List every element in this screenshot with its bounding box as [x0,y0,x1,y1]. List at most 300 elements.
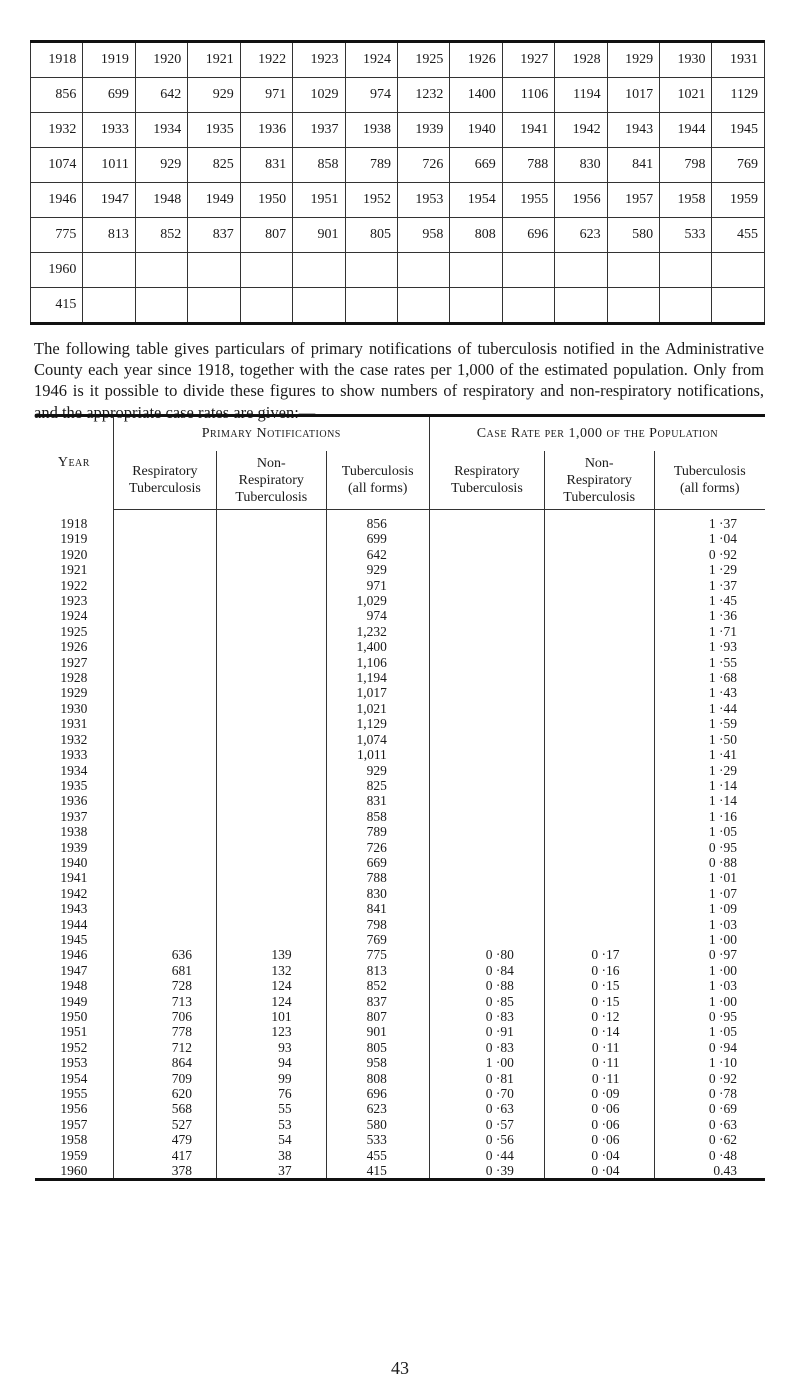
value-cell [429,701,544,716]
table-row [35,840,765,855]
summary-cell: 1922 [240,42,292,78]
summary-cell: 1017 [607,78,659,113]
value-cell: 1,029 [326,593,429,608]
summary-cell: 1932 [31,113,83,148]
summary-cell [607,253,659,288]
value-cell [113,747,216,762]
summary-cell: 769 [712,148,765,183]
summary-cell: 580 [607,218,659,253]
year-cell: 1944 [60,916,88,932]
summary-cell: 1953 [397,183,449,218]
value-cell: 1 ·00 [429,1055,544,1070]
value-cell: 0 ·04 [544,1163,654,1180]
table-row [35,578,765,593]
value-cell [544,824,654,839]
value-cell: 696 [326,1086,429,1101]
summary-cell: 1956 [555,183,607,218]
summary-cell: 808 [450,218,502,253]
value-cell: 38 [216,1148,326,1163]
value-cell [216,917,326,932]
value-cell: 0 ·11 [544,1071,654,1086]
value-cell [113,716,216,731]
value-cell [113,917,216,932]
value-cell [216,578,326,593]
value-cell [113,547,216,562]
value-cell: 1 ·00 [654,963,765,978]
value-cell: 0 ·95 [654,1009,765,1024]
summary-cell [450,253,502,288]
value-cell: 417 [113,1148,216,1163]
year-cell: 1940 [60,854,88,870]
value-cell [544,624,654,639]
summary-cell: 971 [240,78,292,113]
column-header [113,451,216,510]
value-cell [113,732,216,747]
year-cell: 1923 [60,593,88,609]
value-cell: 1 ·59 [654,716,765,731]
value-cell: 0 ·97 [654,947,765,962]
value-cell [429,840,544,855]
column-header-line: Tuberculosis [450,481,523,496]
value-cell: 1,400 [326,639,429,654]
year-cell: 1924 [60,608,88,624]
value-cell [113,793,216,808]
value-cell: 971 [326,578,429,593]
summary-row [31,253,765,288]
year-cell: 1939 [60,839,88,855]
year-cell: 1948 [60,978,88,994]
value-cell [216,670,326,685]
value-cell: 0 ·39 [429,1163,544,1180]
column-header-line: Respiratory [566,472,632,488]
value-cell: 1 ·55 [654,655,765,670]
year-cell: 1922 [60,577,88,593]
summary-cell: 1934 [135,113,187,148]
table-row [35,1071,765,1086]
summary-cell [450,288,502,324]
value-cell [544,886,654,901]
value-cell: 1 ·00 [654,932,765,947]
column-header [429,451,544,510]
summary-cell: 858 [293,148,345,183]
value-cell: 0 ·44 [429,1148,544,1163]
value-cell: 706 [113,1009,216,1024]
summary-cell: 1942 [555,113,607,148]
table-row [35,1148,765,1163]
summary-cell: 1940 [450,113,502,148]
value-cell [544,840,654,855]
value-cell [429,562,544,577]
value-cell: 775 [326,947,429,962]
value-cell [113,685,216,700]
column-header-line: Respiratory [238,472,304,488]
value-cell [113,510,216,532]
value-cell [113,531,216,546]
value-cell [429,824,544,839]
value-cell [544,732,654,747]
column-header-line: (all forms) [347,481,408,496]
value-cell: 864 [113,1055,216,1070]
value-cell [429,732,544,747]
summary-cell: 415 [31,288,83,324]
table-row [35,510,765,532]
value-cell [429,886,544,901]
summary-row [31,288,765,324]
summary-cell: 1400 [450,78,502,113]
value-cell: 0 ·14 [544,1024,654,1039]
table-row [35,809,765,824]
table-row [35,608,765,623]
value-cell: 99 [216,1071,326,1086]
value-cell [544,763,654,778]
summary-cell: 1945 [712,113,765,148]
summary-cell [555,288,607,324]
value-cell: 769 [326,932,429,947]
value-cell: 958 [326,1055,429,1070]
table-row [35,824,765,839]
value-cell: 805 [326,1040,429,1055]
year-cell: 1947 [60,962,88,978]
value-cell: 0 ·70 [429,1086,544,1101]
summary-cell [293,288,345,324]
value-cell [113,840,216,855]
summary-cell: 1923 [293,42,345,78]
value-cell: 0 ·09 [544,1086,654,1101]
value-cell [216,793,326,808]
value-cell: 1 ·14 [654,778,765,793]
summary-cell: 1106 [502,78,554,113]
value-cell: 808 [326,1071,429,1086]
summary-cell: 929 [135,148,187,183]
value-cell: 669 [326,855,429,870]
value-cell [429,793,544,808]
year-header: Year [35,416,113,510]
value-cell: 533 [326,1132,429,1147]
value-cell: 0 ·85 [429,994,544,1009]
value-cell: 101 [216,1009,326,1024]
value-cell: 1 ·37 [654,578,765,593]
value-cell: 378 [113,1163,216,1180]
value-cell: 527 [113,1117,216,1132]
value-cell [429,747,544,762]
value-cell [113,824,216,839]
table-row [35,994,765,1009]
value-cell [429,716,544,731]
table-row [35,716,765,731]
summary-cell: 642 [135,78,187,113]
value-cell: 699 [326,531,429,546]
summary-cell: 1943 [607,113,659,148]
value-cell: 132 [216,963,326,978]
value-cell: 123 [216,1024,326,1039]
value-cell: 837 [326,994,429,1009]
summary-cell: 1950 [240,183,292,218]
year-cell: 1943 [60,901,88,917]
summary-cell: 1935 [188,113,240,148]
summary-cell: 1232 [397,78,449,113]
value-cell: 807 [326,1009,429,1024]
value-cell [216,593,326,608]
value-cell: 139 [216,947,326,962]
summary-cell: 775 [31,218,83,253]
value-cell [544,593,654,608]
value-cell [544,655,654,670]
value-cell [544,747,654,762]
value-cell: 1 ·10 [654,1055,765,1070]
table-row [35,639,765,654]
table-row [35,978,765,993]
value-cell: 798 [326,917,429,932]
summary-cell: 1951 [293,183,345,218]
column-header-line: Non- [584,455,614,471]
year-cell: 1941 [60,870,88,886]
year-cell: 1926 [60,639,88,655]
column-header-line: Respiratory [454,464,520,479]
value-cell: 1,074 [326,732,429,747]
summary-cell: 1933 [83,113,135,148]
summary-cell: 958 [397,218,449,253]
year-cell: 1958 [60,1132,88,1148]
value-cell [113,778,216,793]
value-cell: 831 [326,793,429,808]
value-cell [113,593,216,608]
summary-cell: 1129 [712,78,765,113]
summary-cell: 1957 [607,183,659,218]
value-cell: 858 [326,809,429,824]
value-cell: 1,194 [326,670,429,685]
value-cell: 1 ·14 [654,793,765,808]
summary-cell: 1952 [345,183,397,218]
summary-cell [397,253,449,288]
value-cell: 0 ·48 [654,1148,765,1163]
value-cell [544,510,654,532]
column-header-line: Tuberculosis [341,464,414,479]
value-cell [544,917,654,932]
value-cell [544,639,654,654]
value-cell: 76 [216,1086,326,1101]
value-cell [216,763,326,778]
value-cell: 1 ·16 [654,809,765,824]
summary-cell: 1948 [135,183,187,218]
year-cell: 1930 [60,700,88,716]
summary-cell: 1920 [135,42,187,78]
table-row [35,1086,765,1101]
value-cell: 0 ·57 [429,1117,544,1132]
value-cell [544,855,654,870]
value-cell: 93 [216,1040,326,1055]
value-cell: 568 [113,1101,216,1116]
value-cell [113,901,216,916]
summary-cell: 1936 [240,113,292,148]
year-cell: 1952 [60,1039,88,1055]
value-cell [216,809,326,824]
value-cell [544,608,654,623]
value-cell [216,624,326,639]
value-cell [544,578,654,593]
year-cell: 1919 [60,531,88,547]
value-cell [544,809,654,824]
value-cell [544,562,654,577]
year-cell: 1935 [60,777,88,793]
summary-year-table [30,40,765,325]
table-row [35,624,765,639]
summary-cell: 1918 [31,42,83,78]
value-cell: 1 ·04 [654,531,765,546]
summary-cell: 533 [660,218,712,253]
summary-cell: 837 [188,218,240,253]
value-cell [113,562,216,577]
table-row [35,855,765,870]
summary-cell [135,288,187,324]
summary-cell: 852 [135,218,187,253]
value-cell: 0 ·06 [544,1101,654,1116]
value-cell [113,763,216,778]
value-cell: 0 ·04 [544,1148,654,1163]
value-cell [216,870,326,885]
table-row [35,655,765,670]
value-cell [113,578,216,593]
value-cell: 841 [326,901,429,916]
summary-cell: 1958 [660,183,712,218]
year-cell: 1938 [60,824,88,840]
year-cell: 1954 [60,1070,88,1086]
summary-cell [660,253,712,288]
table-row [35,1055,765,1070]
value-cell [429,809,544,824]
value-cell: 1 ·93 [654,639,765,654]
value-cell [113,639,216,654]
summary-cell: 699 [83,78,135,113]
summary-cell: 669 [450,148,502,183]
summary-cell [660,288,712,324]
summary-cell: 1074 [31,148,83,183]
summary-cell: 1947 [83,183,135,218]
value-cell: 0 ·91 [429,1024,544,1039]
summary-cell: 1931 [712,42,765,78]
summary-cell [555,253,607,288]
table-row [35,793,765,808]
summary-cell: 726 [397,148,449,183]
value-cell: 1 ·43 [654,685,765,700]
value-cell: 0 ·92 [654,547,765,562]
value-cell: 0 ·11 [544,1040,654,1055]
year-cell: 1937 [60,808,88,824]
table-row [35,732,765,747]
summary-cell: 830 [555,148,607,183]
value-cell [544,793,654,808]
value-cell: 0 ·84 [429,963,544,978]
year-cell: 1918 [60,515,88,531]
value-cell: 1 ·05 [654,1024,765,1039]
value-cell: 901 [326,1024,429,1039]
value-cell: 0 ·15 [544,994,654,1009]
value-cell: 713 [113,994,216,1009]
table-row [35,685,765,700]
year-cell: 1951 [60,1024,88,1040]
value-cell [429,870,544,885]
value-cell: 0 ·11 [544,1055,654,1070]
value-cell: 788 [326,870,429,885]
case-rate-header: Case Rate per 1,000 of the Population [429,416,765,452]
value-cell: 813 [326,963,429,978]
table-row [35,947,765,962]
value-cell: 825 [326,778,429,793]
year-cell: 1949 [60,993,88,1009]
summary-cell: 1927 [502,42,554,78]
year-cell: 1960 [35,1163,113,1180]
value-cell: 479 [113,1132,216,1147]
summary-cell: 813 [83,218,135,253]
summary-cell: 831 [240,148,292,183]
value-cell [113,809,216,824]
value-cell: 929 [326,763,429,778]
value-cell [429,917,544,932]
summary-cell: 788 [502,148,554,183]
summary-cell: 1021 [660,78,712,113]
value-cell [216,685,326,700]
value-cell: 0 ·06 [544,1132,654,1147]
table-row [35,1024,765,1039]
value-cell [544,670,654,685]
value-cell [429,531,544,546]
summary-cell: 1954 [450,183,502,218]
table-row [35,917,765,932]
summary-cell: 1955 [502,183,554,218]
value-cell: 0 ·78 [654,1086,765,1101]
value-cell [429,593,544,608]
value-cell [429,608,544,623]
summary-cell: 1937 [293,113,345,148]
summary-row [31,78,765,113]
summary-row [31,183,765,218]
value-cell: 712 [113,1040,216,1055]
year-cell: 1942 [60,885,88,901]
year-cell: 1921 [60,562,88,578]
value-cell: 455 [326,1148,429,1163]
primary-notifications-header: Primary Notifications [113,416,429,452]
value-cell: 681 [113,963,216,978]
summary-cell: 825 [188,148,240,183]
summary-cell: 807 [240,218,292,253]
summary-cell: 1928 [555,42,607,78]
value-cell [429,510,544,532]
value-cell [113,701,216,716]
value-cell: 0 ·94 [654,1040,765,1055]
summary-row [31,42,765,78]
summary-cell: 1949 [188,183,240,218]
year-cell: 1950 [60,1009,88,1024]
value-cell [429,901,544,916]
table-row [35,1101,765,1116]
value-cell: 0 ·83 [429,1040,544,1055]
summary-cell: 1029 [293,78,345,113]
value-cell [429,655,544,670]
value-cell [544,716,654,731]
value-cell [216,531,326,546]
summary-cell: 1919 [83,42,135,78]
table-row [35,1009,765,1024]
summary-cell: 789 [345,148,397,183]
value-cell [113,670,216,685]
year-cell: 1928 [60,670,88,686]
summary-cell: 1946 [31,183,83,218]
value-cell: 1 ·01 [654,870,765,885]
value-cell: 778 [113,1024,216,1039]
value-cell [216,639,326,654]
value-cell: 0 ·63 [654,1117,765,1132]
value-cell [544,870,654,885]
value-cell: 0 ·12 [544,1009,654,1024]
